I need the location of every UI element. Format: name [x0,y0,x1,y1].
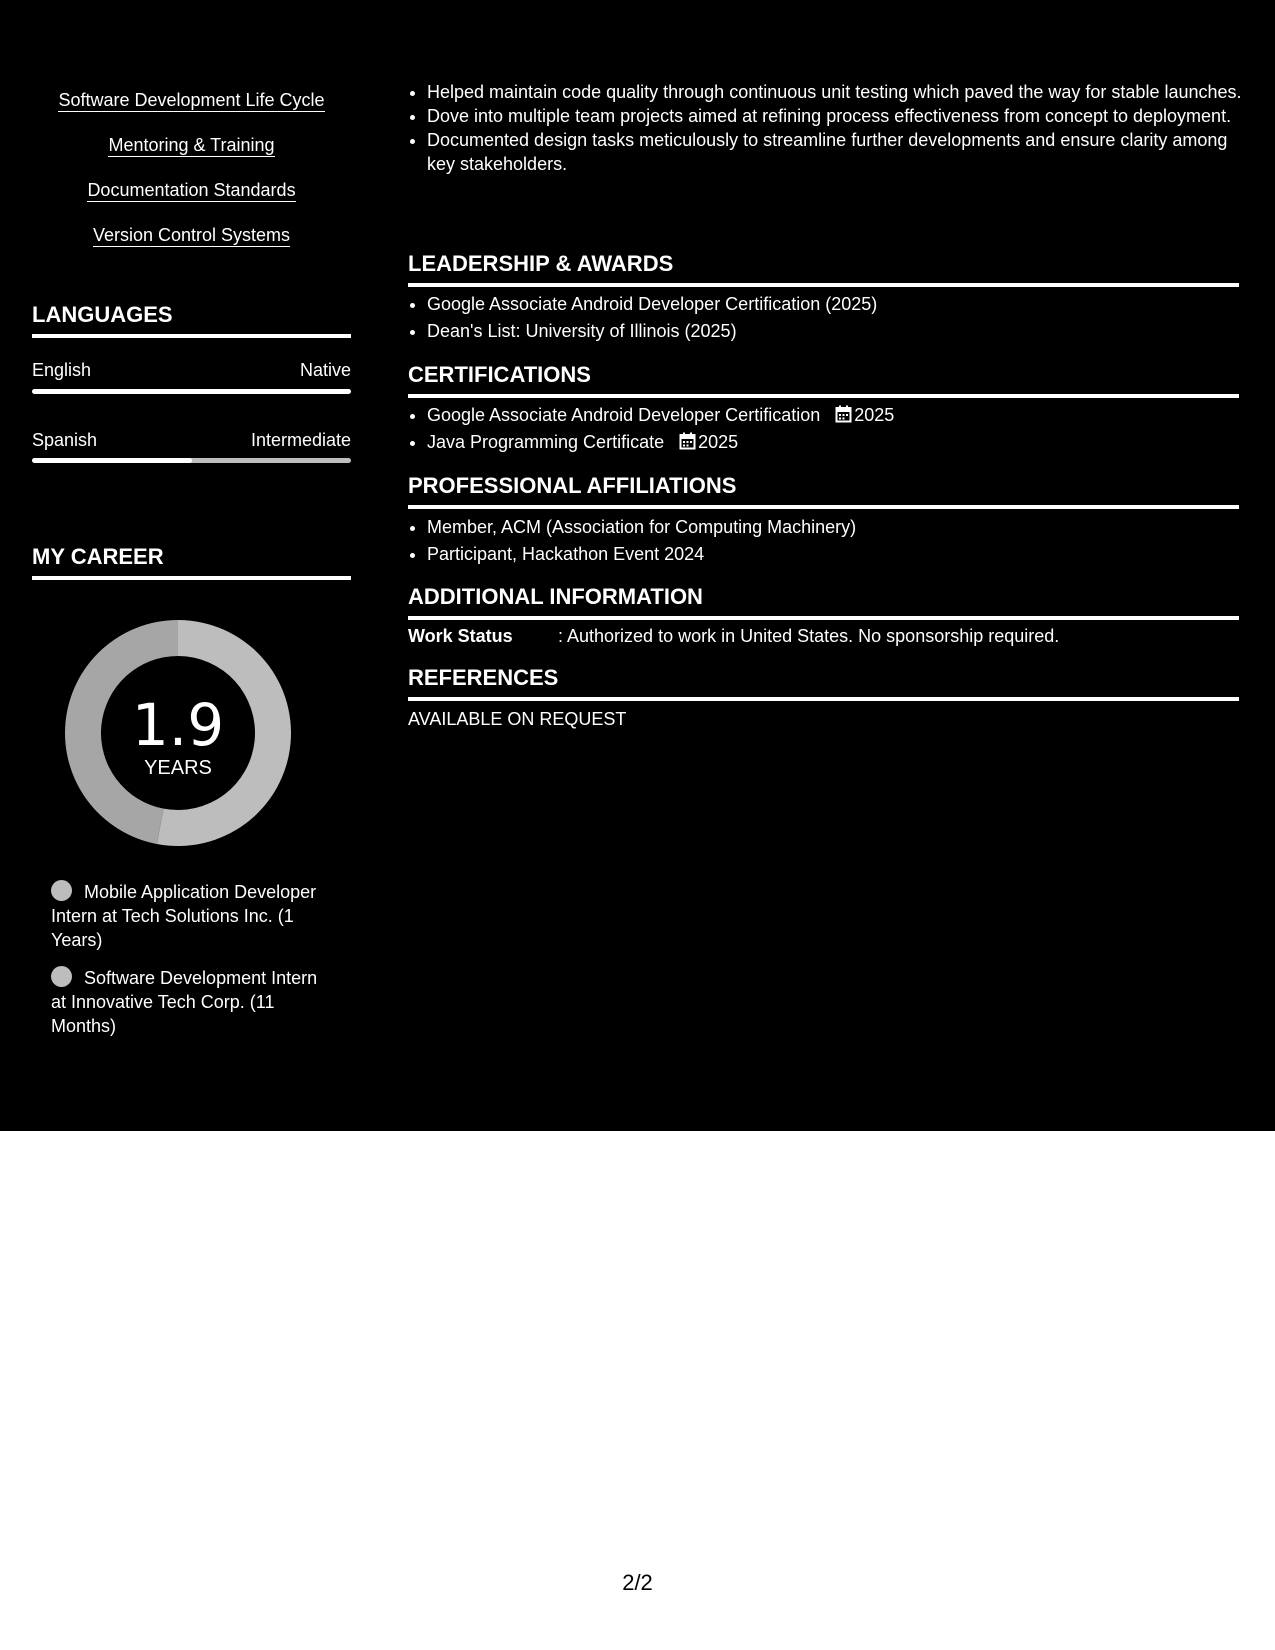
language-proficiency-bar [32,389,351,394]
certification-item: • Java Programming Certificate 2025 [427,429,1258,456]
work-status-label: Work Status [408,626,513,646]
list-item: • Participant, Hackathon Event 2024 [427,541,1258,568]
language-level: Intermediate [250,430,351,450]
calendar-icon [835,405,852,423]
references-heading: REFERENCES [408,665,1239,701]
list-item: • Member, ACM (Association for Computing Machinery) [427,514,1258,541]
list-item: • Dean's List: University of Illinois (2025) [427,318,1258,345]
career-total: 1.9 [131,691,225,759]
leadership-heading: LEADERSHIP & AWARDS [408,251,1239,287]
certifications-heading: CERTIFICATIONS [408,362,1239,398]
skill-item: Software Development Life Cycle [58,90,325,110]
certification-year: 2025 [854,405,895,425]
language-row [32,429,351,451]
certification-year: 2025 [698,432,739,452]
references-text: AVAILABLE ON REQUEST [408,709,627,729]
career-donut-chart [65,620,291,846]
leadership-list [408,291,1258,345]
language-proficiency-fill [32,458,192,463]
legend-dot [51,966,72,987]
language-name: Spanish [32,430,98,450]
certifications-list [408,402,1258,456]
language-proficiency-fill [32,389,351,394]
career-heading: MY CAREER [32,544,351,580]
list-item: • Dove into multiple team projects aimed at refining process effectiveness from concept to deployment. [427,104,1258,128]
additional-info-heading: ADDITIONAL INFORMATION [408,584,1239,620]
list-item: • Helped maintain code quality through continuous unit testing which paved the way for stable launches. [427,80,1258,104]
work-status-row [408,624,1239,648]
languages-heading: LANGUAGES [32,302,351,338]
language-row [32,359,351,381]
career-unit: YEARS [144,757,212,779]
career-legend-item: Mobile Application Developer Intern at Tech Solutions Inc. (1 Years) [51,882,317,950]
skill-item: Version Control Systems [92,225,291,245]
career-legend-item: Software Development Intern at Innovative Tech Corp. (11 Months) [51,968,318,1036]
list-item: • Google Associate Android Developer Certification (2025) [427,291,1258,318]
language-name: English [32,360,92,380]
affiliations-heading: PROFESSIONAL AFFILIATIONS [408,473,1239,509]
page-number: 2/2 [622,1570,653,1595]
work-status-value: : Authorized to work in United States. No sponsorship required. [558,626,1060,646]
skill-item: Documentation Standards [87,180,296,200]
list-item: • Documented design tasks meticulously to streamline further developments and ensure clarity among key stakeholders. [427,128,1258,176]
experience-bullets [408,80,1258,176]
certification-item: • Google Associate Android Developer Certification 2025 [427,402,1258,429]
language-proficiency-bar [32,458,351,463]
calendar-icon [679,432,696,450]
skill-item: Mentoring & Training [108,135,275,155]
affiliations-list [408,514,1258,568]
language-level: Native [299,360,351,380]
legend-dot [51,880,72,901]
